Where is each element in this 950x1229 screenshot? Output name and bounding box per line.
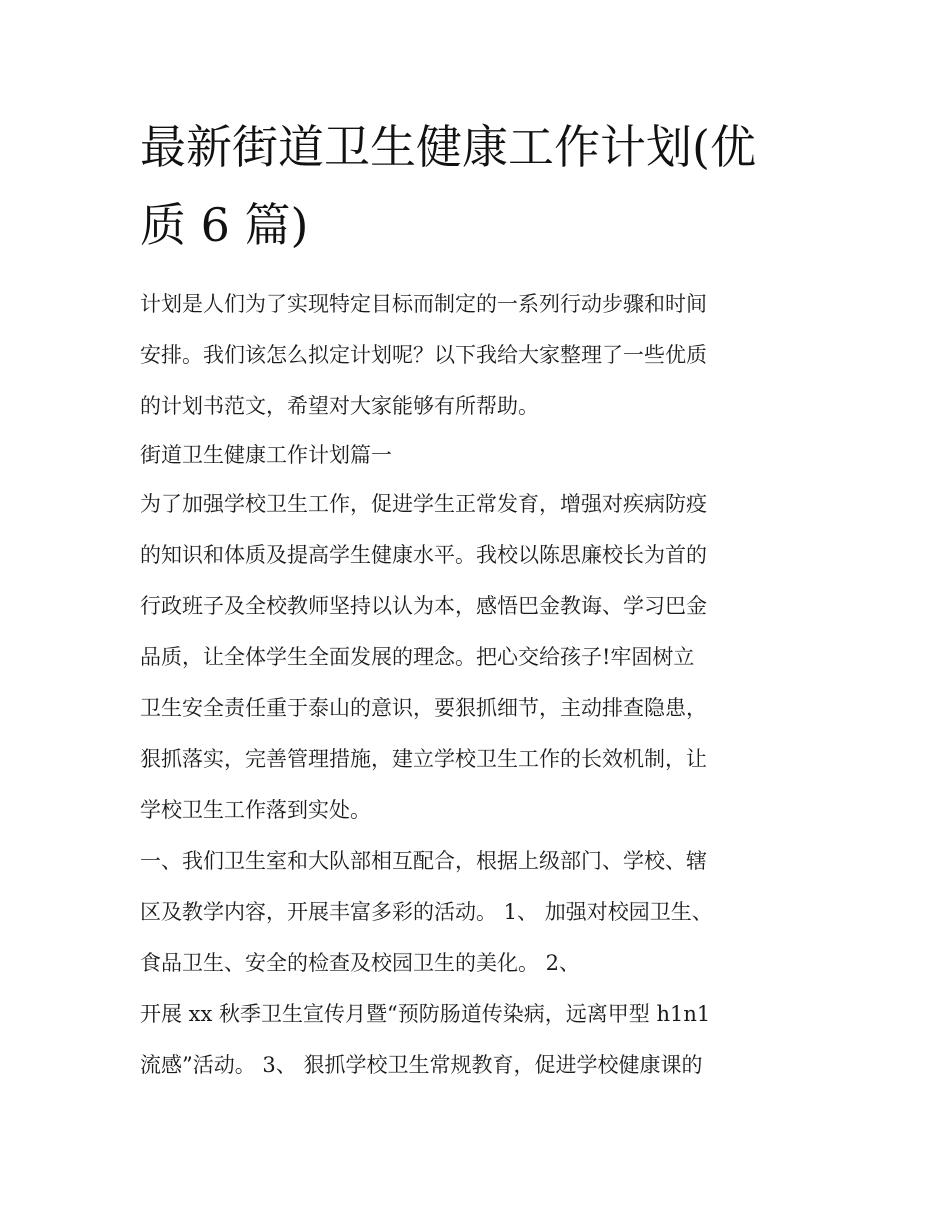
- body-line: 卫生安全责任重于泰山的意识，要狠抓细节，主动排查隐患，: [140, 696, 707, 720]
- title-line: 最新街道卫生健康工作计划(优: [140, 120, 756, 174]
- document-title: [140, 108, 820, 264]
- intro-line: 的计划书范文，希望对大家能够有所帮助。: [140, 394, 539, 418]
- body-line: 食品卫生、安全的检查及校园卫生的美化。 2、: [140, 951, 581, 975]
- body-line: 为了加强学校卫生工作，促进学生正常发育，增强对疾病防疫: [140, 492, 707, 516]
- intro-line: 计划是人们为了实现特定目标而制定的一系列行动步骤和时间: [140, 292, 707, 316]
- body-line: 学校卫生工作落到实处。: [140, 798, 371, 822]
- title-line: 质 6 篇): [140, 198, 309, 252]
- body-line: 行政班子及全校教师坚持以认为本，感悟巴金教诲、学习巴金: [140, 594, 707, 618]
- body-line: 的知识和体质及提高学生健康水平。我校以陈思廉校长为首的: [140, 543, 707, 567]
- body-line: 品质，让全体学生全面发展的理念。把心交给孩子!牢固树立: [140, 645, 695, 669]
- body-line: 流感”活动。 3、 狠抓学校卫生常规教育，促进学校健康课的: [140, 1053, 703, 1077]
- document-body: [140, 279, 820, 1091]
- body-line: 狠抓落实，完善管理措施，建立学校卫生工作的长效机制，让: [140, 747, 707, 771]
- intro-line: 安排。我们该怎么拟定计划呢？以下我给大家整理了一些优质: [140, 343, 707, 367]
- body-line: 区及教学内容，开展丰富多彩的活动。 1、 加强对校园卫生、: [140, 900, 713, 924]
- body-line: 一、我们卫生室和大队部相互配合，根据上级部门、学校、辖: [140, 849, 707, 873]
- section-heading: 街道卫生健康工作计划篇一: [140, 443, 392, 467]
- body-line: 开展 xx 秋季卫生宣传月暨“预防肠道传染病，远离甲型 h1n1: [140, 1002, 711, 1026]
